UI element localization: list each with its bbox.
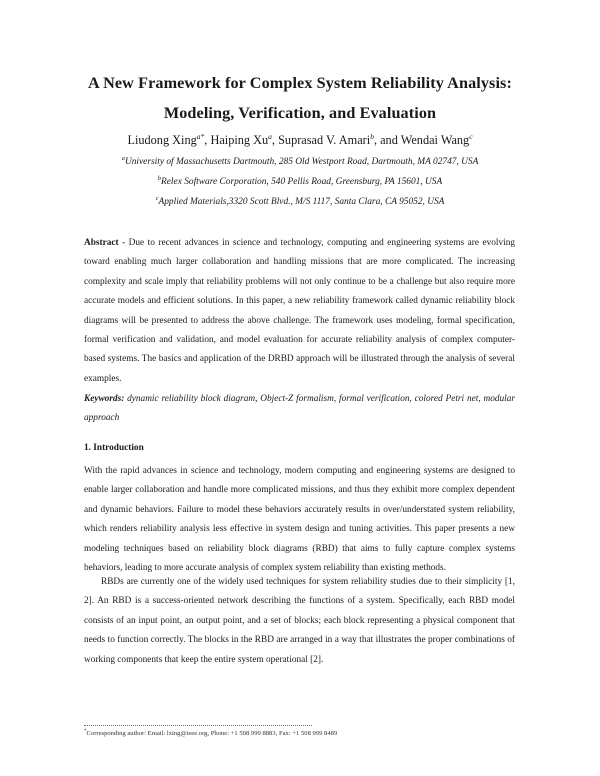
footnote-divider bbox=[84, 725, 312, 726]
keywords-label: Keywords: bbox=[84, 394, 125, 404]
footnote-sup: * bbox=[84, 729, 87, 734]
footnote-text: Corresponding author: Email: lxing@ieee.org, Phone: +1 508 999 8883, Fax: +1 508 999 8489 bbox=[86, 730, 338, 737]
abstract bbox=[84, 234, 515, 389]
author-sup: b bbox=[370, 132, 374, 141]
author-list: Liudong Xing$^{a*}$, Haiping Xu$^a$, Suprasad V. Amari$^b$, and Wendai Wang$^c$ bbox=[127, 132, 473, 147]
affiliation-sup: a bbox=[121, 155, 125, 162]
author-name: Liudong Xing bbox=[127, 133, 197, 147]
author-name: Suprasad V. Amari bbox=[278, 133, 371, 147]
affiliation bbox=[0, 177, 600, 187]
author-sup: c bbox=[469, 132, 473, 141]
abstract-text: - Due to recent advances in science and technology, computing and engineering systems are evolving toward enabling much larger collaboration and handling missions that are more complicated. The increasing complexity and scale imply that reliability problems will not only continue to be a challenge but also require more accurate models and efficient solutions. In this paper, a new reliability framework called dynamic reliability block diagrams will be presented to address the above challenge. The framework uses modeling, formal specification, formal verification and validation, and model evaluation for accurate reliability analysis of complex computer-based systems. The basics and application of the DRBD approach will be illustrated through the analysis of several examples. bbox=[84, 238, 515, 384]
paper-title-line-2: Modeling, Verification, and Evaluation bbox=[163, 104, 437, 122]
affiliation bbox=[0, 157, 600, 167]
affiliation-text: Applied Materials,3320 Scott Blvd., M/S 1117, Santa Clara, CA 95052, USA bbox=[158, 197, 445, 207]
footnote bbox=[84, 730, 337, 737]
keywords-text: dynamic reliability block diagram, Object-Z formalism, formal verification, colored Petri net, modular approach bbox=[84, 394, 515, 424]
author-sup: a* bbox=[196, 132, 205, 141]
affiliation bbox=[0, 197, 600, 207]
author-name: Wendai Wang bbox=[400, 133, 470, 147]
affiliation-text: University of Massachusetts Dartmouth, 285 Old Westport Road, Dartmouth, MA 02747, USA bbox=[124, 157, 479, 167]
intro-paragraph-2: RBDs are currently one of the widely used techniques for system reliability studies due to their simplicity [1, 2]. An RBD is a success-oriented network describing the functions of a system. Specifically, each RBD model consists of an input point, an output point, and a set of blocks; each block representing a physical component that needs to function correctly. The blocks in the RBD are arranged in a way that illustrates the proper combinations of working components that keep the entire system operational [2]. bbox=[84, 577, 515, 665]
author-sup: a bbox=[268, 132, 272, 141]
abstract-label: Abstract bbox=[84, 238, 119, 248]
author-name: Haiping Xu bbox=[210, 133, 269, 147]
affiliation-sup: b bbox=[157, 175, 162, 182]
affiliation-sup: c bbox=[155, 195, 159, 202]
section-heading: 1. Introduction bbox=[84, 443, 144, 453]
affiliation-text: Relex Software Corporation, 540 Pellis Road, Greensburg, PA 15601, USA bbox=[161, 177, 443, 187]
paper-title-line-1: A New Framework for Complex System Reliability Analysis: bbox=[88, 74, 512, 92]
intro-paragraph-1: With the rapid advances in science and technology, modern computing and engineering systems are designed to enable larger collaboration and handle more complicated missions, and thus they exhibit more complex dependent and dynamic behaviors. Failure to model these behaviors accurately results in over/understated system reliability, which renders reliability analysis less effective in system design and tuning activities. This paper presents a new modeling techniques based on reliability block diagrams (RBD) that aims to fully capture complex systems behaviors, leading to more accurate analysis of complex system reliability than existing methods. bbox=[84, 466, 515, 574]
keywords bbox=[84, 390, 515, 429]
